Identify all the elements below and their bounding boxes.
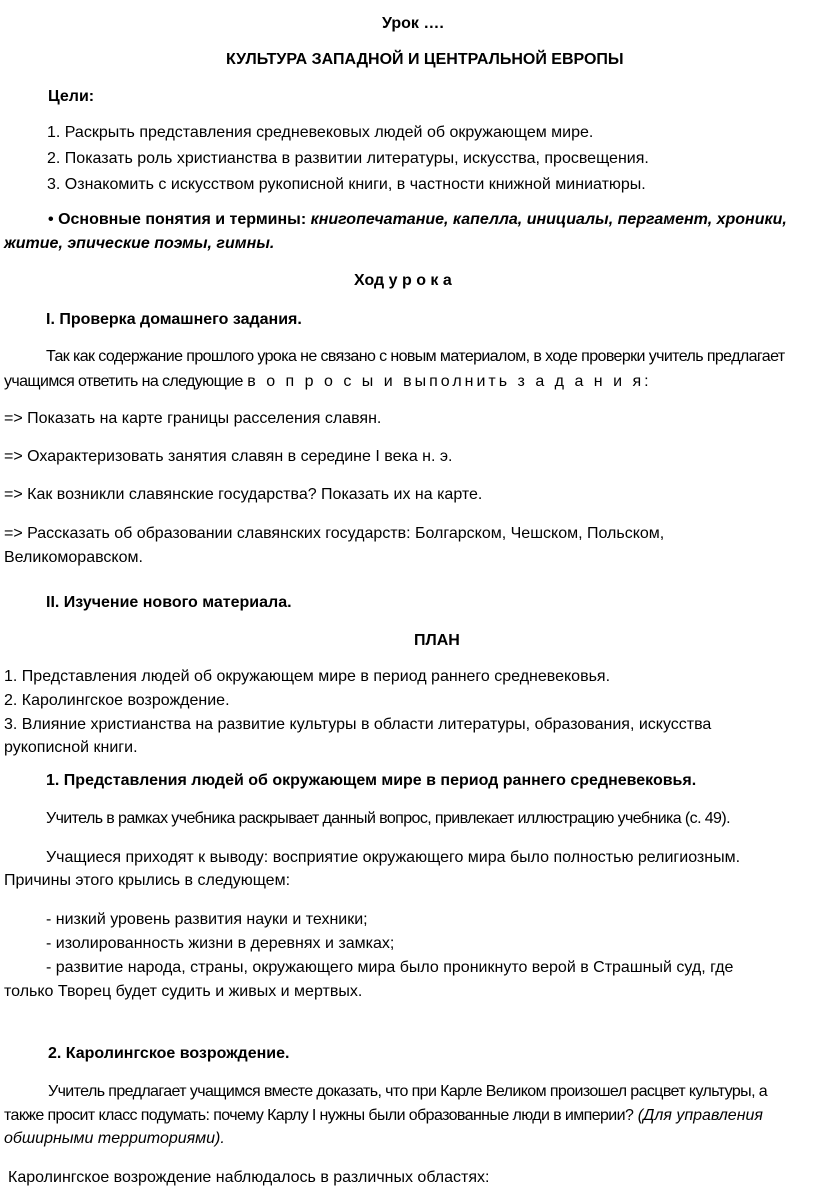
reason-1: - низкий уровень развития науки и техники; xyxy=(46,911,368,928)
terms-label: Основные понятия и термины: xyxy=(58,211,307,228)
terms-line-2: житие, эпические поэмы, гимны. xyxy=(4,235,275,252)
plan-item-1: 1. Представления людей об окружающем мире в период раннего средневековья. xyxy=(4,668,611,685)
document-title: КУЛЬТУРА ЗАПАДНОЙ И ЦЕНТРАЛЬНОЙ ЕВРОПЫ xyxy=(226,51,624,68)
topic-1-paragraph-2-line-2: Причины этого крылись в следующем: xyxy=(4,872,291,889)
question-1: => Показать на карте границы расселения славян. xyxy=(4,410,382,427)
goal-item-1: 1. Раскрыть представления средневековых людей об окружающем мире. xyxy=(47,124,594,141)
terms-bullet: • xyxy=(48,211,54,228)
question-2: => Охарактеризовать занятия славян в середине I века н. э. xyxy=(4,448,453,465)
intro-text: учащимся ответить на следующие xyxy=(4,373,243,390)
section-1-intro-line-2 xyxy=(4,371,649,393)
plan-heading: ПЛАН xyxy=(414,632,460,649)
terms-line-1 xyxy=(48,209,787,231)
question-4-line-1: => Рассказать об образовании славянских государств: Болгарском, Чешском, Польском, xyxy=(4,525,665,542)
topic-1-heading: 1. Представления людей об окружающем мире в период раннего средневековья. xyxy=(46,772,697,789)
topic-1-paragraph-1: Учитель в рамках учебника раскрывает данный вопрос, привлекает иллюстрацию учебника (с. 49). xyxy=(46,810,730,827)
topic-2-paragraph-2: Каролингское возрождение наблюдалось в различных областях: xyxy=(8,1169,490,1186)
plan-item-3: 3. Влияние христианства на развитие культуры в области литературы, образования, искусства xyxy=(4,716,712,733)
topic-2-paragraph-1-line-2 xyxy=(4,1105,763,1127)
terms-list: книгопечатание, капелла, инициалы, пергамент, хроники, xyxy=(310,211,787,228)
goal-item-3: 3. Ознакомить с искусством рукописной книги, в частности книжной миниатюры. xyxy=(47,176,646,193)
section-2-heading: II. Изучение нового материала. xyxy=(46,594,292,611)
lesson-label: Урок …. xyxy=(382,15,444,32)
question-3: => Как возникли славянские государства? Показать их на карте. xyxy=(4,486,483,503)
course-heading: Ход у р о к а xyxy=(354,272,452,289)
topic-2-paragraph-1-line-3: обширными территориями). xyxy=(4,1130,225,1147)
plan-item-2: 2. Каролингское возрождение. xyxy=(4,692,230,709)
reason-3-line-2: только Творец будет судить и живых и мертвых. xyxy=(4,983,363,1000)
plan-item-3-continued: рукописной книги. xyxy=(4,739,138,756)
reason-3-line-1: - развитие народа, страны, окружающего мира было проникнуто верой в Страшный суд, где xyxy=(46,959,734,976)
section-1-intro-line-1: Так как содержание прошлого урока не связано с новым материалом, в ходе проверки учитель предлагает xyxy=(46,348,785,365)
intro-spaced-text: в о п р о с ы и выполнить з а д а н и я xyxy=(247,373,645,390)
reason-2: - изолированность жизни в деревнях и замках; xyxy=(46,935,395,952)
question-4-line-2: Великоморавском. xyxy=(4,549,143,566)
topic-1-paragraph-2-line-1: Учащиеся приходят к выводу: восприятие окружающего мира было полностью религиозным. xyxy=(46,849,741,866)
intro-colon: : xyxy=(644,373,649,390)
topic-2-answer: (Для управления xyxy=(637,1107,763,1124)
goals-heading: Цели: xyxy=(48,88,95,105)
topic-2-heading: 2. Каролингское возрождение. xyxy=(48,1045,290,1062)
topic-2-paragraph-1-line-1: Учитель предлагает учащимся вместе доказать, что при Карле Великом произошел расцвет культуры, а xyxy=(48,1083,768,1100)
goal-item-2: 2. Показать роль христианства в развитии литературы, искусства, просвещения. xyxy=(47,150,649,167)
section-1-heading: I. Проверка домашнего задания. xyxy=(46,311,302,328)
topic-2-question: также просит класс подумать: почему Карлу I нужны были образованные люди в империи? xyxy=(4,1107,634,1124)
